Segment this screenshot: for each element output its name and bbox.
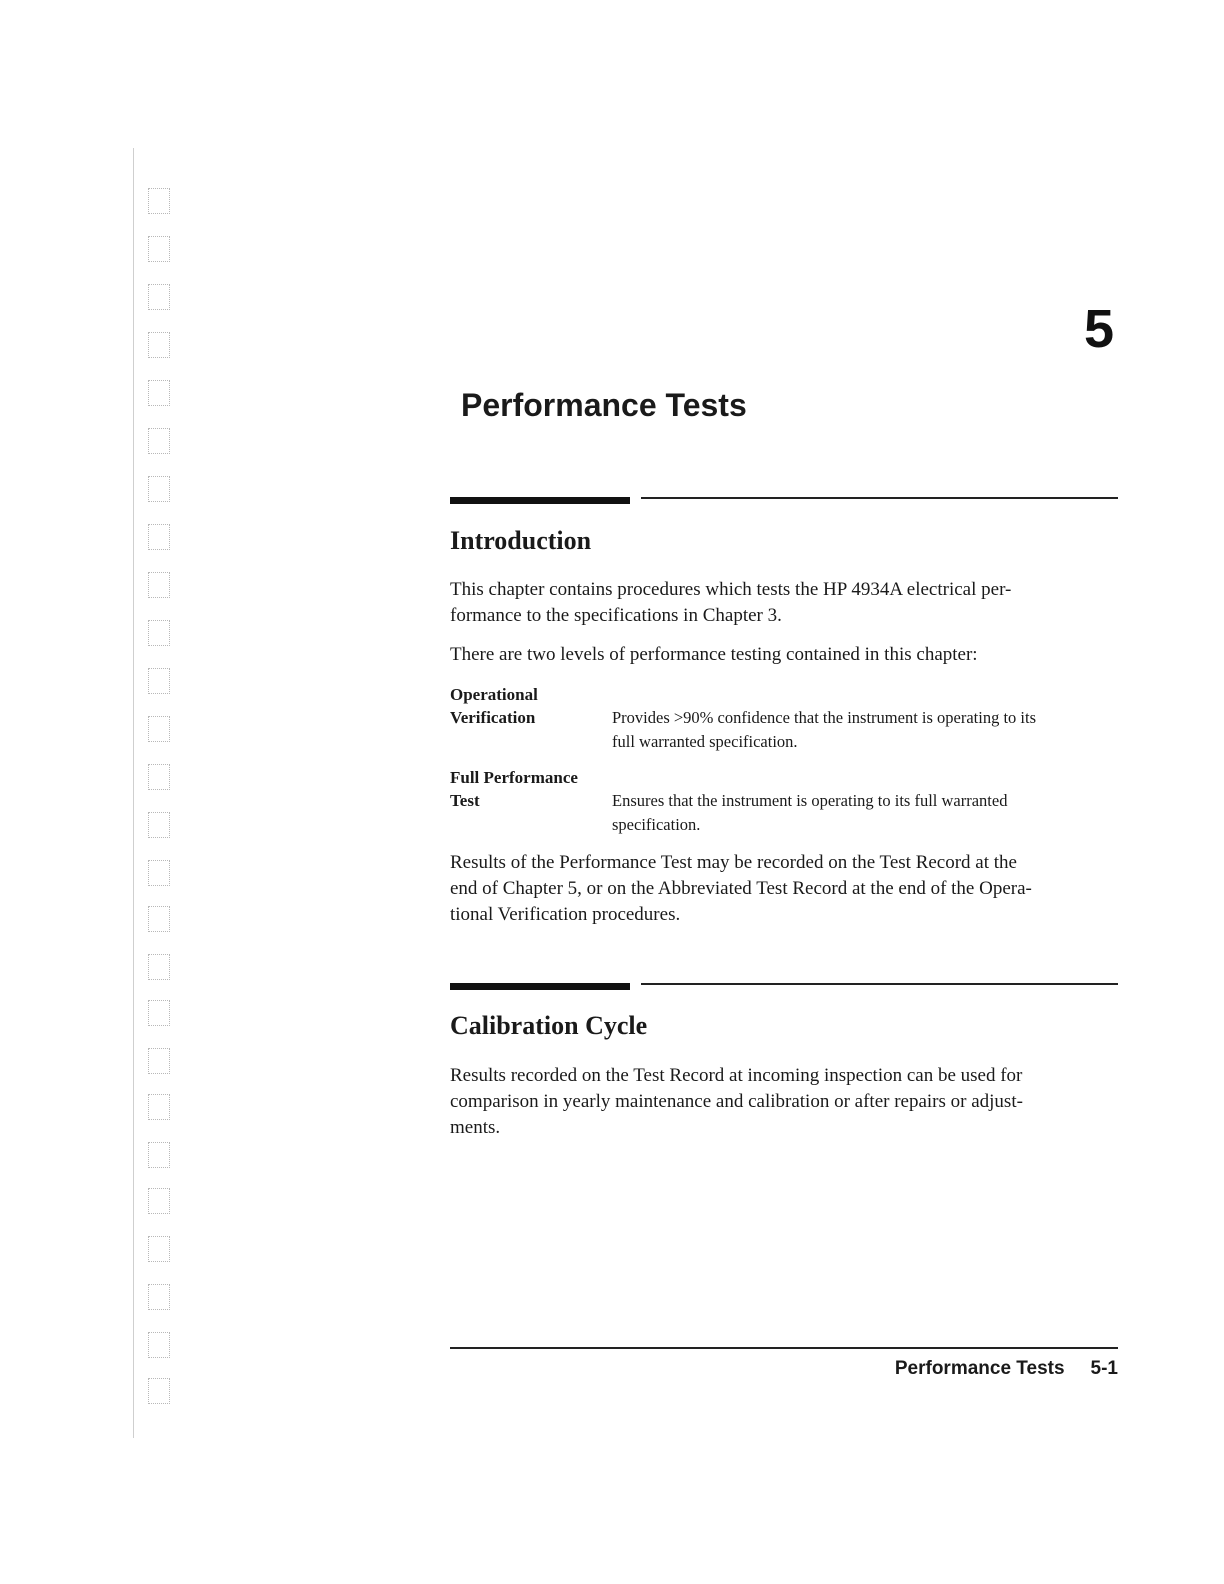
text-line: formance to the specifications in Chapter 3. — [450, 605, 782, 626]
binding-hole — [148, 572, 170, 598]
def-line: Ensures that the instrument is operating to its full warranted — [612, 791, 1008, 810]
binding-hole — [148, 380, 170, 406]
binding-hole — [148, 954, 170, 980]
def-line: full warranted specification. — [612, 732, 798, 751]
introduction-paragraph-1 — [450, 577, 1120, 629]
binding-hole — [148, 812, 170, 838]
text-line: This chapter contains procedures which tests the HP 4934A electrical per- — [450, 579, 1012, 600]
level-term-full-performance-test — [450, 766, 610, 812]
text-line: tional Verification procedures. — [450, 904, 681, 925]
text-line: comparison in yearly maintenance and calibration or after repairs or adjust- — [450, 1091, 1023, 1112]
binding-edge-line — [133, 148, 134, 1438]
binding-hole — [148, 1142, 170, 1168]
binding-hole — [148, 1284, 170, 1310]
section-rule-thin — [641, 497, 1118, 499]
def-line: Provides >90% confidence that the instrument is operating to its — [612, 708, 1037, 727]
binding-hole — [148, 906, 170, 932]
chapter-title: Performance Tests — [461, 387, 747, 423]
section-rule-thick — [450, 497, 630, 504]
binding-holes — [148, 188, 176, 1418]
binding-hole — [148, 1378, 170, 1404]
binding-hole — [148, 1048, 170, 1074]
page-number: 5-1 — [1090, 1358, 1118, 1379]
binding-hole — [148, 668, 170, 694]
text-line: ments. — [450, 1117, 501, 1138]
binding-hole — [148, 1236, 170, 1262]
section-rule-thick — [450, 983, 630, 990]
chapter-number: 5 — [1083, 299, 1114, 359]
binding-hole — [148, 428, 170, 454]
introduction-heading: Introduction — [450, 526, 592, 555]
binding-hole — [148, 716, 170, 742]
section-rule-thin — [641, 983, 1118, 985]
binding-hole — [148, 476, 170, 502]
calibration-paragraph — [450, 1063, 1120, 1141]
binding-hole — [148, 1332, 170, 1358]
binding-hole — [148, 188, 170, 214]
binding-hole — [148, 620, 170, 646]
binding-hole — [148, 524, 170, 550]
binding-hole — [148, 332, 170, 358]
binding-hole — [148, 1094, 170, 1120]
def-line: specification. — [612, 815, 701, 834]
footer-rule — [450, 1347, 1118, 1349]
text-line: Results of the Performance Test may be recorded on the Test Record at the — [450, 852, 1017, 873]
binding-hole — [148, 284, 170, 310]
term-line: Operational — [450, 685, 538, 704]
binding-hole — [148, 1000, 170, 1026]
calibration-cycle-heading: Calibration Cycle — [450, 1011, 648, 1040]
level-definition-operational-verification — [612, 706, 1122, 754]
binding-hole — [148, 1188, 170, 1214]
term-line: Verification — [450, 708, 536, 727]
footer-title: Performance Tests — [894, 1358, 1065, 1379]
term-line: Full Performance — [450, 768, 578, 787]
binding-hole — [148, 764, 170, 790]
page-footer — [895, 1356, 1118, 1382]
introduction-paragraph-3 — [450, 850, 1120, 928]
introduction-paragraph-2: There are two levels of performance testing contained in this chapter: — [450, 644, 978, 665]
level-definition-full-performance-test — [612, 789, 1122, 837]
text-line: Results recorded on the Test Record at incoming inspection can be used for — [450, 1065, 1023, 1086]
level-term-operational-verification — [450, 683, 610, 729]
text-line: end of Chapter 5, or on the Abbreviated Test Record at the end of the Opera- — [450, 878, 1032, 899]
binding-hole — [148, 860, 170, 886]
term-line: Test — [450, 791, 480, 810]
binding-hole — [148, 236, 170, 262]
